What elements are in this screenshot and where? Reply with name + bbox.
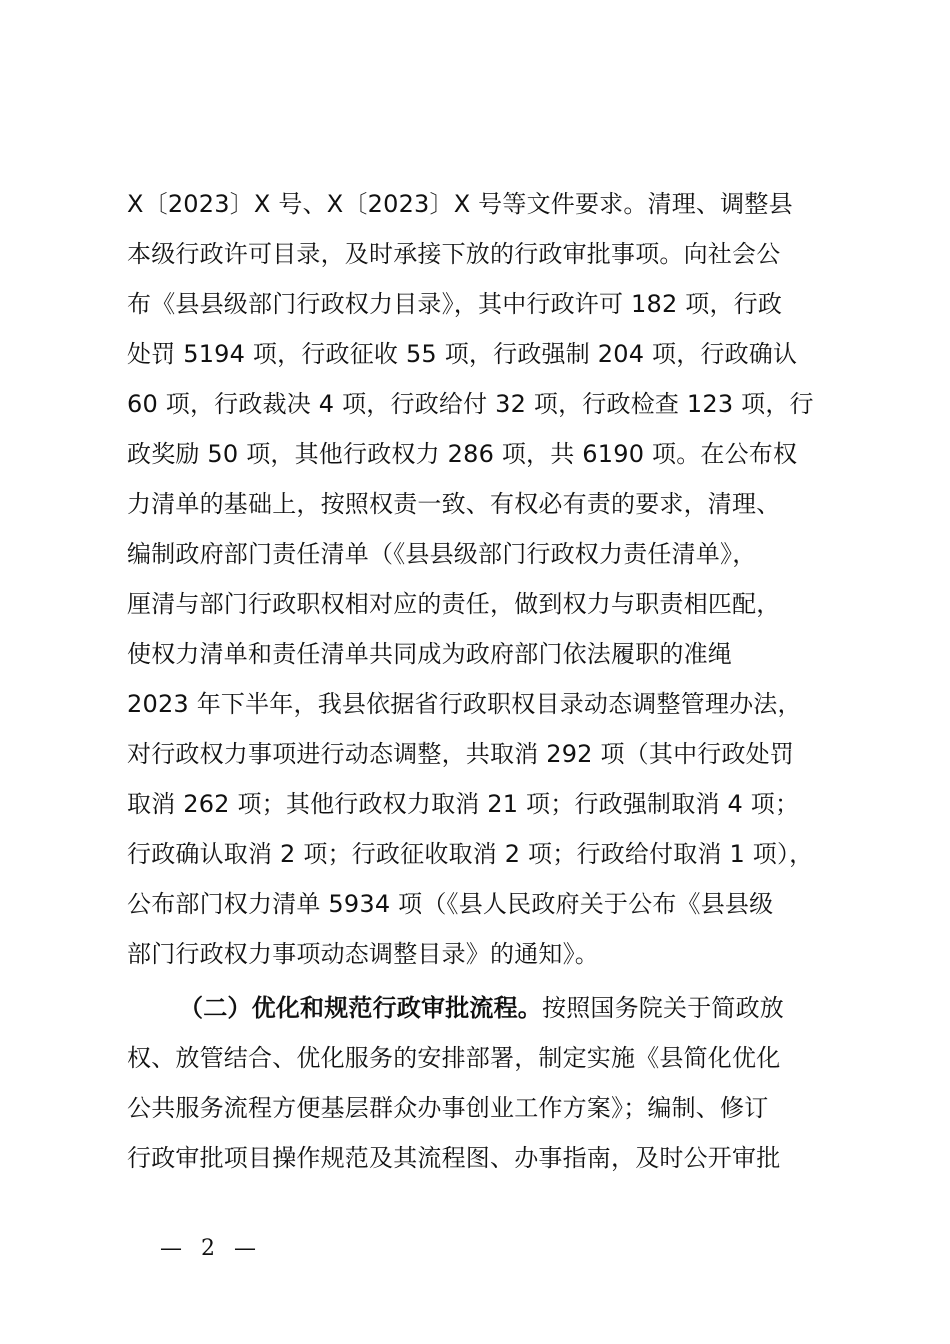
page-number: — 2 — xyxy=(160,1236,262,1261)
section-2-text: 按照国务院关于简政放 xyxy=(542,994,784,1022)
text-line: 政奖励 50 项，其他行政权力 286 项，共 6190 项。在公布权 xyxy=(127,440,798,468)
text-line: 行政审批项目操作规范及其流程图、办事指南，及时公开审批 xyxy=(127,1144,781,1172)
text-line: 60 项，行政裁决 4 项，行政给付 32 项，行政检查 123 项，行 xyxy=(127,390,814,418)
text-line: 使权力清单和责任清单共同成为政府部门依法履职的准绳 xyxy=(127,640,732,668)
body-text xyxy=(127,179,847,1183)
text-line: 公共服务流程方便基层群众办事创业工作方案》；编制、修订 xyxy=(127,1094,769,1122)
text-line: 行政确认取消 2 项；行政征收取消 2 项；行政给付取消 1 项）， xyxy=(127,840,814,868)
text-line: 对行政权力事项进行动态调整，共取消 292 项（其中行政处罚 xyxy=(127,740,795,768)
text-line: 厘清与部门行政职权相对应的责任，做到权力与职责相匹配， xyxy=(127,590,781,618)
text-line: 部门行政权力事项动态调整目录》的通知》。 xyxy=(127,940,599,968)
section-2-first-line xyxy=(127,983,847,1033)
text-line: 权、放管结合、优化服务的安排部署，制定实施《县简化优化 xyxy=(127,1044,781,1072)
section-2-heading: （二）优化和规范行政审批流程。 xyxy=(179,994,542,1022)
text-line: X〔2023〕X 号、X〔2023〕X 号等文件要求。清理、调整县 xyxy=(127,190,793,218)
text-line: 本级行政许可目录，及时承接下放的行政审批事项。向社会公 xyxy=(127,240,781,268)
text-line: 处罚 5194 项，行政征收 55 项，行政强制 204 项，行政确认 xyxy=(127,340,798,368)
text-line: 力清单的基础上，按照权责一致、有权必有责的要求，清理、 xyxy=(127,490,781,518)
text-line: 2023 年下半年，我县依据省行政职权目录动态调整管理办法， xyxy=(127,690,802,718)
text-line: 布《县县级部门行政权力目录》，其中行政许可 182 项，行政 xyxy=(127,290,783,318)
text-line: 取消 262 项；其他行政权力取消 21 项；行政强制取消 4 项； xyxy=(127,790,800,818)
text-line: 编制政府部门责任清单（《县县级部门行政权力责任清单》， xyxy=(127,540,757,568)
text-line: 公布部门权力清单 5934 项（《县人民政府关于公布《县县级 xyxy=(127,890,774,918)
